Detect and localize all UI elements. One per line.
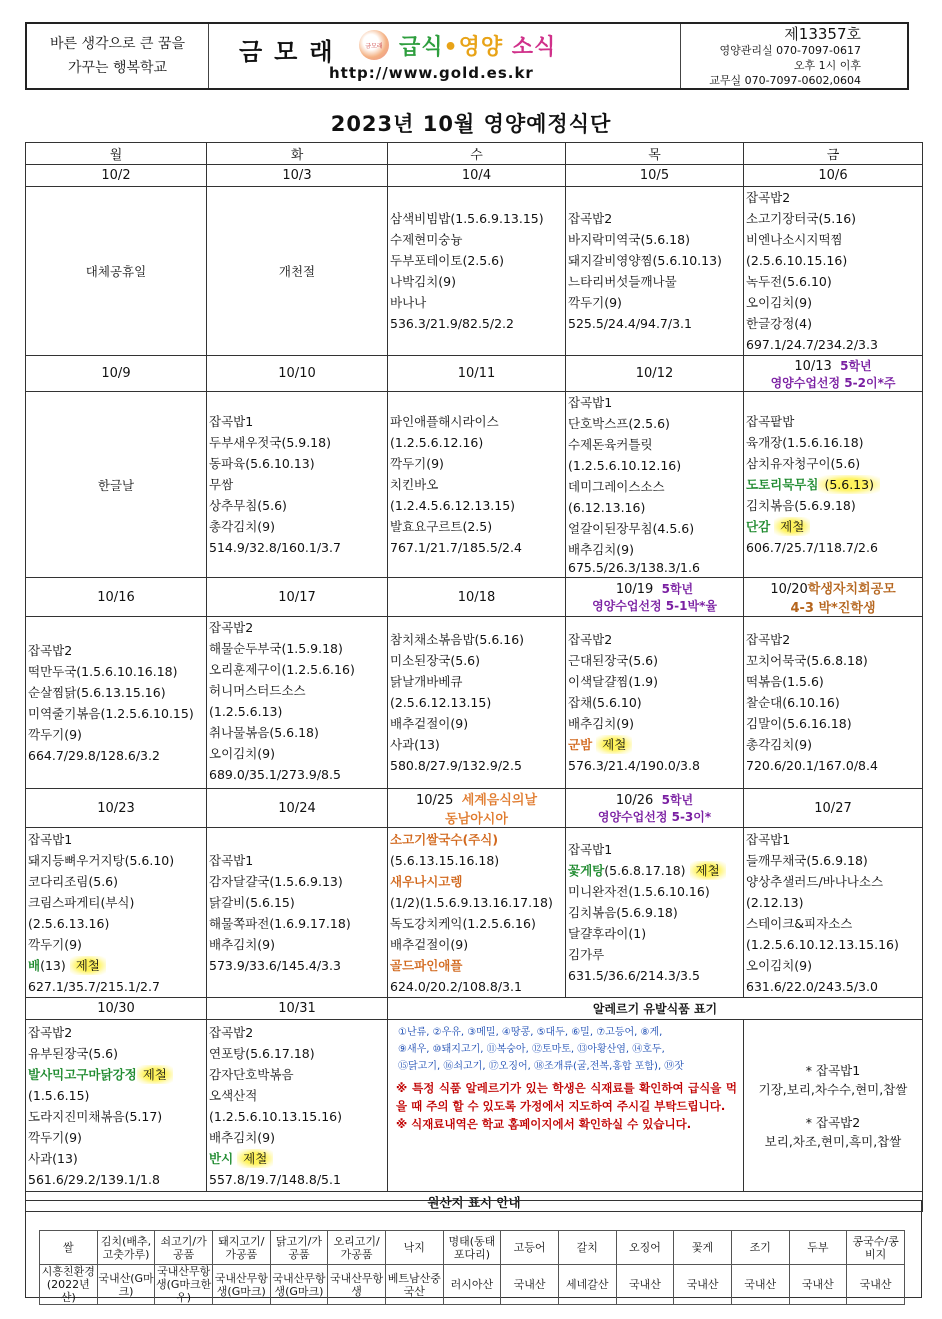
menu-item: 닭갈비(5.6.15) — [209, 894, 295, 910]
origin-item: 명태(동태포다리) — [443, 1231, 501, 1265]
date-cell: 10/17 — [207, 578, 388, 617]
menu-row — [26, 1020, 923, 1192]
menu-item: 잡곡밥1 — [28, 831, 73, 847]
menu-item: 꼬치어묵국(5.6.8.18) — [746, 653, 868, 668]
date-cell: 10/16 — [26, 578, 207, 617]
menu-item: 김치볶음(5.6.9.18) — [746, 498, 856, 513]
menu-item: 도라지진미채볶음(5.17) — [28, 1108, 163, 1124]
meal-calendar — [25, 142, 923, 1212]
menu-item: 해물쪽파전(1.6.9.17.18) — [209, 915, 351, 931]
menu-item: (1/2)(1.5.6.9.13.16.17.18) — [390, 894, 553, 910]
menu-item: 잡곡밥1 — [746, 831, 791, 847]
date-cell: 10/31 — [207, 998, 388, 1020]
origin-value: 국내산(G마크) — [97, 1265, 155, 1305]
menu-item: 스테이크&피자소스 — [746, 915, 853, 931]
seasonal-fruit: 배 — [28, 957, 41, 973]
date-row — [26, 578, 923, 617]
menu-item: 수제돈육커틀릿 — [568, 437, 653, 452]
nutrition-info: 675.5/26.3/138.3/1.6 — [568, 560, 700, 574]
menu-cell — [207, 828, 388, 998]
menu-cell — [207, 617, 388, 789]
menu-item: 잡채(5.6.10) — [568, 695, 642, 710]
menu-item: 오리훈제구이(1.2.5.6.16) — [209, 662, 355, 677]
menu-item: (1.2.4.5.6.12.13.15) — [390, 498, 516, 513]
seasonal-badge: 제철 — [774, 517, 810, 536]
menu-item: 오이김치(9) — [209, 746, 276, 761]
menu-item: 참치채소볶음밥(5.6.16) — [390, 632, 525, 647]
origin-value: 국내산 — [847, 1265, 905, 1305]
nutrition-info: 624.0/20.2/108.8/3.1 — [390, 978, 522, 994]
menu-item: 취나물볶음(5.6.18) — [209, 725, 319, 740]
nutrition-info: 664.7/29.8/128.6/3.2 — [28, 747, 160, 763]
menu-item: 육개장(1.5.6.16.18) — [746, 435, 864, 450]
issue-number: 제13357호 — [784, 25, 861, 43]
date-cell: 10/11 — [388, 356, 566, 392]
nutrition-info: 767.1/21.7/185.5/2.4 — [390, 540, 522, 555]
origin-item: 오리고기/가공품 — [328, 1231, 386, 1265]
origin-item: 돼지고기/가공품 — [212, 1231, 270, 1265]
date-cell: 10/9 — [26, 356, 207, 392]
nutrition-info: 580.8/27.9/132.9/2.5 — [390, 758, 522, 773]
menu-item: 오이김치(9) — [746, 957, 813, 973]
allergen-code: (5.6.13) — [818, 475, 880, 494]
grain-mix-content: 보리,차조,현미,흑미,찹쌀 — [764, 1133, 902, 1149]
menu-item: 미니완자전(1.5.6.10.16) — [568, 884, 710, 899]
date-cell-event — [744, 578, 923, 617]
menu-item: 잡곡밥1 — [209, 414, 254, 429]
menu-cell — [388, 617, 566, 789]
date-cell: 10/3 — [207, 165, 388, 187]
origin-item: 낙지 — [385, 1231, 443, 1265]
menu-cell — [388, 187, 566, 356]
menu-cell — [26, 828, 207, 998]
menu-item: 감자달걀국(1.5.6.9.13) — [209, 873, 343, 889]
origin-item: 김치(배추,고춧가루) — [97, 1231, 155, 1265]
menu-item: 깍두기(9) — [28, 936, 82, 952]
event-detail: 영양수업선정 5-2이*주 — [770, 375, 896, 390]
menu-item: 연포탕(5.6.17.18) — [209, 1045, 315, 1061]
menu-cell — [26, 617, 207, 789]
grain-mix-title: * 잡곡밥1 — [805, 1062, 861, 1078]
seasonal-badge: 제철 — [137, 1065, 173, 1084]
menu-item: (1.2.5.6.10.12.16) — [568, 458, 682, 473]
menu-item: 단호박스프(2.5.6) — [568, 416, 670, 431]
event-label: 세계음식의날 — [461, 793, 538, 808]
seasonal-dish: 꽃게탕 — [568, 863, 605, 878]
nutrition-info: 627.1/35.7/215.1/2.7 — [28, 978, 160, 994]
grain-mix-title: * 잡곡밥2 — [805, 1114, 861, 1130]
menu-item-seasonal — [568, 734, 741, 755]
menu-item-seasonal — [28, 1064, 204, 1085]
date-row — [26, 165, 923, 187]
date-row — [26, 356, 923, 392]
date-row — [26, 998, 923, 1020]
origin-value: 국내산무항생(G마크한우) — [155, 1265, 212, 1304]
menu-item: 깍두기(9) — [568, 295, 622, 310]
menu-item: 허니머스터드소스 — [209, 683, 306, 698]
staff-phone: 교무실 070-7097-0602,0604 — [709, 74, 861, 87]
menu-item: 데미그레이스소스 — [568, 479, 665, 494]
menu-item: 배추겉절이(9) — [390, 936, 469, 952]
news-word-3: 소식 — [511, 35, 557, 60]
menu-item: 잡곡밥1 — [568, 395, 613, 410]
holiday-cell: 대체공휴일 — [26, 187, 207, 356]
menu-item: 잡곡밥2 — [568, 632, 613, 647]
menu-cell — [744, 828, 923, 998]
date-cell: 10/18 — [388, 578, 566, 617]
menu-item: 배추김치(9) — [209, 936, 276, 952]
menu-item-seasonal — [568, 860, 741, 881]
seasonal-dish: 발사믹고구마닭강정 — [28, 1066, 137, 1082]
origin-item: 고등어 — [501, 1231, 559, 1265]
menu-cell — [744, 617, 923, 789]
origin-item: 쇠고기/가공품 — [155, 1231, 213, 1265]
date-cell: 10/12 — [566, 356, 744, 392]
menu-item: 사과(13) — [390, 737, 440, 752]
slogan-line-1: 바른 생각으로 큰 꿈을 — [49, 36, 186, 52]
menu-item: 독도강치케익(1.2.5.6.16) — [390, 915, 536, 931]
menu-row — [26, 828, 923, 998]
menu-item: 녹두전(5.6.10) — [746, 274, 832, 289]
menu-item: 잡곡밥2 — [209, 1024, 254, 1040]
menu-item: 들깨무채국(5.6.9.18) — [746, 852, 868, 868]
date-cell: 10/30 — [26, 998, 207, 1020]
event-detail: 4-3 박*진학생 — [790, 601, 876, 616]
menu-item: 동파육(5.6.10.13) — [209, 456, 315, 471]
menu-item: 유부된장국(5.6) — [28, 1045, 119, 1061]
origin-value: 국내산무항생 — [328, 1265, 386, 1305]
weekday-tue: 화 — [207, 143, 388, 165]
menu-item: 삼치유자청구이(5.6) — [746, 456, 861, 471]
menu-item: 상추무침(5.6) — [209, 498, 287, 513]
menu-item: (6.12.13.16) — [568, 500, 646, 515]
menu-item: 떡볶음(1.5.6) — [746, 674, 824, 689]
date-cell: 10/4 — [388, 165, 566, 187]
special-dish: 골드파인애플 — [390, 957, 463, 973]
weekday-mon: 월 — [26, 143, 207, 165]
school-slogan — [27, 24, 209, 88]
date-cell: 10/24 — [207, 789, 388, 828]
event-detail: 영양수업선정 5-3이* — [597, 810, 712, 824]
menu-item: 찰순대(6.10.16) — [746, 695, 840, 710]
masthead — [209, 24, 681, 88]
menu-item: 코다리조림(5.6) — [28, 873, 119, 889]
menu-row — [26, 617, 923, 789]
seasonal-badge: 제철 — [237, 1149, 273, 1168]
date-label: 10/13 — [794, 358, 832, 374]
origin-value: 국내산무항생(G마크) — [212, 1265, 270, 1305]
menu-item: 김말이(5.6.16.18) — [746, 716, 852, 731]
seasonal-badge: 제철 — [690, 861, 726, 880]
menu-item: 수제현미숭늉 — [390, 232, 463, 247]
origin-value: 국내산 — [731, 1265, 789, 1305]
menu-item: 느타리버섯들깨나물 — [568, 274, 677, 289]
date-label: 10/25 — [415, 793, 454, 808]
menu-item: 김가루 — [568, 947, 605, 962]
menu-item: (2.5.6.13.16) — [28, 915, 110, 931]
news-dot: • — [443, 35, 459, 60]
allergy-notice — [388, 1020, 744, 1192]
menu-cell — [207, 392, 388, 578]
nutrition-info: 573.9/33.6/145.4/3.3 — [209, 957, 341, 973]
origin-value: 시흥친환경(2022년산) — [40, 1265, 98, 1305]
nutrition-info: 514.9/32.8/160.1/3.7 — [209, 540, 341, 555]
special-dish: 새우나시고렝 — [390, 873, 463, 889]
origin-item: 콩국수/콩비지 — [847, 1231, 905, 1265]
allergen-code: (5.6.8.17.18) — [604, 863, 686, 878]
slogan-line-2: 가꾸는 행복학교 — [67, 60, 168, 76]
nutrition-info: 689.0/35.1/273.9/8.5 — [209, 767, 341, 782]
allergen-code: (13) — [40, 957, 66, 973]
menu-item: 이색달걀찜(1.9) — [568, 674, 659, 689]
menu-item: 돼지갈비영양찜(5.6.10.13) — [568, 253, 722, 268]
menu-item: 총각김치(9) — [746, 737, 813, 752]
event-detail: 영양수업선정 5-1박*율 — [592, 599, 717, 613]
allergen-line: ⑨새우, ⑩돼지고기, ⑪복숭아, ⑫토마토, ⑬아황산염, ⑭호두, — [398, 1044, 665, 1055]
menu-item-seasonal — [28, 955, 204, 976]
menu-item: 두부포테이토(2.5.6) — [390, 253, 505, 268]
date-label: 10/20 — [770, 582, 808, 597]
event-label: 5학년 — [661, 582, 694, 596]
menu-item: 발효요구르트(2.5) — [390, 519, 493, 534]
date-label: 10/26 — [615, 793, 654, 808]
menu-item: 닭날개바베큐 — [390, 674, 463, 689]
menu-item: 치킨바오 — [390, 477, 439, 492]
menu-item: 나박김치(9) — [390, 274, 457, 289]
menu-item: 배추김치(9) — [568, 716, 635, 731]
menu-cell — [566, 187, 744, 356]
menu-cell — [566, 392, 744, 578]
menu-item: 떡만두국(1.5.6.10.16.18) — [28, 663, 178, 679]
holiday-cell: 개천절 — [207, 187, 388, 356]
menu-item: 깍두기(9) — [28, 1129, 82, 1145]
seasonal-badge: 제철 — [70, 956, 106, 975]
office-phone: 영양관리실 070-7097-0617 — [719, 44, 861, 57]
menu-item: 바나나 — [390, 295, 427, 310]
date-row — [26, 789, 923, 828]
menu-item: 사과(13) — [28, 1150, 78, 1166]
event-label: 학생자치회공모 — [807, 582, 896, 597]
origin-item: 갈치 — [558, 1231, 616, 1265]
menu-item: 미역줄기볶음(1.2.5.6.10.15) — [28, 705, 194, 721]
menu-cell — [388, 828, 566, 998]
menu-item: (5.6.13.15.16.18) — [390, 852, 500, 868]
menu-cell — [566, 828, 744, 998]
menu-item: 잡곡밥2 — [28, 642, 73, 658]
menu-item: 잡곡밥2 — [568, 211, 613, 226]
date-cell: 10/5 — [566, 165, 744, 187]
page-title: 2023년 10월 영양예정식단 — [330, 112, 612, 136]
newsletter-header — [25, 22, 909, 90]
menu-cell — [744, 392, 923, 578]
origin-value: 국내산 — [789, 1265, 847, 1305]
menu-item-seasonal — [209, 1148, 385, 1169]
menu-cell — [26, 1020, 207, 1192]
newsletter-name — [399, 30, 556, 61]
menu-item: 깍두기(9) — [28, 726, 82, 742]
origin-value: 국내산 — [616, 1265, 674, 1305]
origin-value-row — [40, 1265, 905, 1305]
menu-item: (1.2.5.6.13) — [209, 704, 283, 719]
menu-cell — [388, 392, 566, 578]
school-name: 금모래 — [239, 38, 345, 66]
seasonal-fruit: 군밤 — [568, 737, 593, 752]
menu-item: 잡곡밥1 — [209, 852, 254, 868]
allergen-line: ⑮닭고기, ⑯쇠고기, ⑰오징어, ⑱조개류(굴,전복,홍합 포함), ⑲잣 — [398, 1061, 684, 1072]
origin-table — [39, 1230, 905, 1305]
menu-item: (1.2.5.6.10.13.15.16) — [209, 1108, 343, 1124]
menu-item: 오이김치(9) — [746, 295, 813, 310]
menu-item-seasonal — [746, 516, 920, 537]
menu-item: (1.2.5.6.12.16) — [390, 435, 484, 450]
allergen-line: ①난류, ②우유, ③메밀, ④땅콩, ⑤대두, ⑥밀, ⑦고등어, ⑧게, — [398, 1027, 663, 1038]
grain-mix-content: 기장,보리,차수수,현미,찹쌀 — [758, 1081, 908, 1097]
menu-cell — [744, 187, 923, 356]
grain-mix-1 — [746, 1061, 920, 1099]
menu-item: 달걀후라이(1) — [568, 926, 647, 941]
nutrition-info: 557.8/19.7/148.8/5.1 — [209, 1171, 341, 1187]
menu-item: 비엔나소시지떡찜 — [746, 232, 843, 247]
menu-cell — [207, 1020, 388, 1192]
menu-item: 해물순두부국(1.5.9.18) — [209, 641, 343, 656]
news-word-1: 급식 — [399, 35, 444, 60]
weekday-fri: 금 — [744, 143, 923, 165]
origin-item: 닭고기/가공품 — [270, 1231, 328, 1265]
origin-item: 두부 — [789, 1231, 847, 1265]
menu-item: 배추겉절이(9) — [390, 716, 469, 731]
event-label: 5학년 — [661, 793, 694, 807]
menu-item: 감자단호박볶음 — [209, 1066, 294, 1082]
menu-item: (2.5.6.12.13.15) — [390, 695, 492, 710]
origin-value: 국내산 — [674, 1265, 732, 1305]
date-cell: 10/10 — [207, 356, 388, 392]
origin-item: 쌀 — [40, 1231, 98, 1265]
seasonal-fruit: 반시 — [209, 1150, 234, 1166]
origin-title: 원산지 표시 안내 — [26, 1192, 923, 1212]
nutrition-info: 720.6/20.1/167.0/8.4 — [746, 758, 878, 773]
menu-item: 파인애플해시라이스 — [390, 414, 499, 429]
origin-item: 꽃게 — [674, 1231, 732, 1265]
date-cell: 10/27 — [744, 789, 923, 828]
menu-item: 무쌈 — [209, 477, 234, 492]
office-hours: 오후 1시 이후 — [793, 59, 861, 72]
seasonal-badge: 제철 — [596, 735, 632, 754]
menu-item-highlight — [746, 474, 920, 495]
menu-item: 잡곡밥2 — [746, 632, 791, 647]
nutrition-info: 631.6/22.0/243.5/3.0 — [746, 978, 878, 994]
origin-value: 베트남산중국산 — [385, 1265, 443, 1305]
menu-row — [26, 392, 923, 578]
nutrition-info: 536.3/21.9/82.5/2.2 — [390, 316, 514, 331]
origin-item-row — [40, 1231, 905, 1265]
menu-cell — [566, 617, 744, 789]
origin-value: 국내산 — [501, 1265, 559, 1305]
origin-value: 세네갈산 — [558, 1265, 616, 1305]
menu-item: (2.12.13) — [746, 894, 804, 910]
date-cell-event — [566, 578, 744, 617]
menu-item: 크림스파게티(부식) — [28, 894, 135, 910]
menu-item: (1.2.5.6.10.12.13.15.16) — [746, 936, 899, 952]
menu-item: 총각김치(9) — [209, 519, 276, 534]
seasonal-dish: 도토리묵무침 — [746, 477, 819, 492]
menu-item: 잡곡밥2 — [209, 620, 254, 635]
nutrition-info: 525.5/24.4/94.7/3.1 — [568, 316, 692, 331]
date-cell-event — [566, 789, 744, 828]
menu-row — [26, 187, 923, 356]
menu-item: 바지락미역국(5.6.18) — [568, 232, 690, 247]
menu-item: 얼갈이된장무침(4.5.6) — [568, 521, 695, 536]
origin-item: 오징어 — [616, 1231, 674, 1265]
grain-info — [744, 1020, 923, 1192]
menu-item: 잡곡밥2 — [28, 1024, 73, 1040]
menu-item: 잡곡팥밥 — [746, 414, 795, 429]
special-dish: 소고기쌀국수(주식) — [390, 831, 499, 847]
menu-item: 근대된장국(5.6) — [568, 653, 659, 668]
allergy-warning: ※ 특정 식품 알레르기가 있는 학생은 식재료를 확인하여 급식을 먹을 때 주의 할 수 있도록 가정에서 지도하여 주시길 부탁드립니다. — [396, 1081, 737, 1113]
nutrition-info: 576.3/21.4/190.0/3.8 — [568, 758, 700, 773]
menu-item: (1.5.6.15) — [28, 1087, 90, 1103]
date-cell-event — [744, 356, 923, 392]
origin-value: 국내산무항생(G마크) — [270, 1265, 328, 1305]
date-cell: 10/23 — [26, 789, 207, 828]
menu-item: 순살찜닭(5.6.13.15.16) — [28, 684, 166, 700]
weekday-thu: 목 — [566, 143, 744, 165]
menu-item: (2.5.6.10.15.16) — [746, 253, 848, 268]
contact-info — [681, 24, 907, 88]
menu-item: 김치볶음(5.6.9.18) — [568, 905, 678, 920]
menu-item: 잡곡밥1 — [568, 842, 613, 857]
menu-item: 오색산적 — [209, 1087, 258, 1103]
origin-value: 러시아산 — [443, 1265, 501, 1305]
allergy-title: 알레르기 유발식품 표기 — [388, 998, 923, 1020]
nutrition-info: 631.5/36.6/214.3/3.5 — [568, 968, 700, 983]
menu-item: 삼색비빔밥(1.5.6.9.13.15) — [390, 211, 544, 226]
date-label: 10/19 — [615, 582, 654, 597]
weekday-row — [26, 143, 923, 165]
menu-item: 배추김치(9) — [209, 1129, 276, 1145]
menu-item: 미소된장국(5.6) — [390, 653, 481, 668]
nutrition-info: 697.1/24.7/234.2/3.3 — [746, 337, 878, 352]
news-word-2: 영양 — [458, 35, 504, 60]
nutrition-info: 606.7/25.7/118.7/2.6 — [746, 540, 878, 555]
menu-item: 깍두기(9) — [390, 456, 444, 471]
homepage-notice: ※ 식재료내역은 학교 홈페이지에서 확인하실 수 있습니다. — [396, 1117, 692, 1131]
menu-item: 양상추샐러드/바나나소스 — [746, 873, 884, 889]
allergen-list — [390, 1020, 741, 1075]
menu-item: 돼지등뼈우거지탕(5.6.10) — [28, 852, 175, 868]
date-cell-event — [388, 789, 566, 828]
menu-item: 한글강정(4) — [746, 316, 813, 331]
school-url[interactable]: http://www.gold.es.kr — [329, 64, 534, 82]
nutrition-info: 561.6/29.2/139.1/1.8 — [28, 1171, 160, 1187]
date-cell: 10/6 — [744, 165, 923, 187]
menu-item: 소고기장터국(5.16) — [746, 211, 857, 226]
seasonal-fruit: 단감 — [746, 519, 771, 534]
event-detail: 동남아시아 — [445, 812, 508, 827]
menu-item: 잡곡밥2 — [746, 190, 791, 205]
origin-item: 조기 — [731, 1231, 789, 1265]
date-cell: 10/2 — [26, 165, 207, 187]
school-logo: 금모래 — [359, 30, 389, 60]
holiday-cell: 한글날 — [26, 392, 207, 578]
grain-mix-2 — [746, 1113, 920, 1151]
menu-item: 두부새우젓국(5.9.18) — [209, 435, 331, 450]
weekday-wed: 수 — [388, 143, 566, 165]
event-label: 5학년 — [840, 358, 872, 373]
menu-item: 배추김치(9) — [568, 542, 635, 557]
